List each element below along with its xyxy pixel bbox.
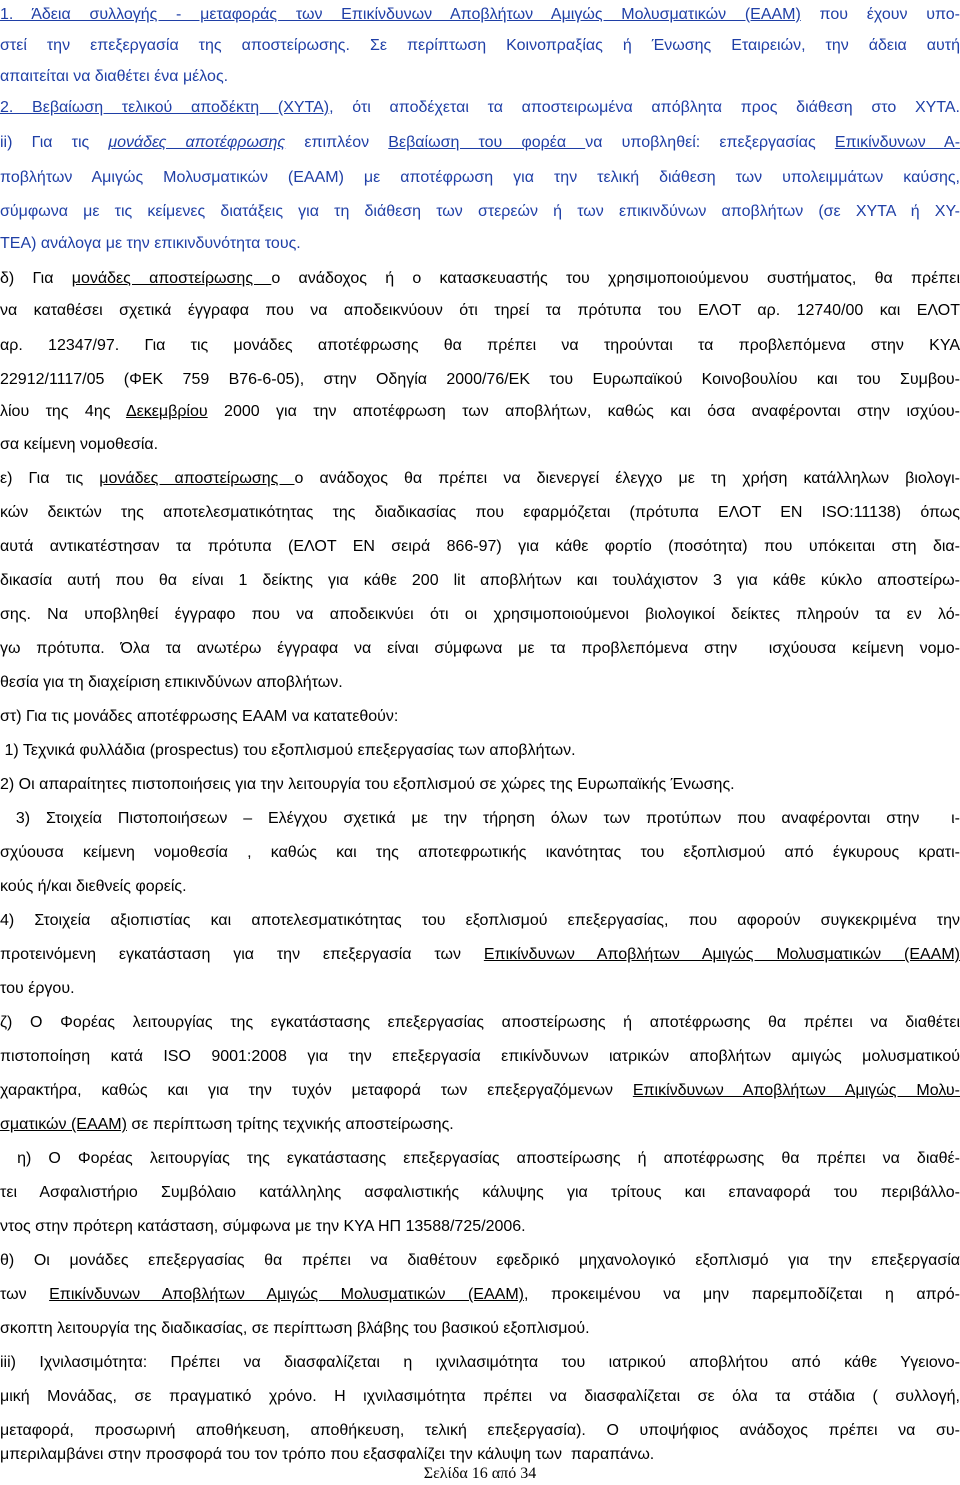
text-segment: δικασία αυτή που θα είναι 1 δείκτης για κάθε 200 lit αποβλήτων και τουλάχιστον 3 για κάθε κύκλο αποστείρω- (0, 572, 960, 589)
text-segment: θεσία για τη διαχείριση επικινδύνων αποβλήτων. (0, 674, 343, 691)
doc-line (0, 0, 960, 30)
text-segment: ΤΕΑ) ανάλογα με την επικινδυνότητα τους. (0, 235, 301, 252)
doc-line (0, 1042, 960, 1072)
text-segment: του έργου. (0, 980, 75, 997)
text-segment: επιπλέον (285, 134, 389, 151)
text-segment: 2) Οι απαραίτητες πιστοποιήσεις για την λειτουργία του εξοπλισμού σε χώρες της Ευρωπαϊκής Ένωσης. (0, 776, 735, 793)
doc-line (0, 668, 960, 698)
doc-line (0, 906, 960, 936)
underlined-text: σματικών (ΕΑΑΜ) (0, 1116, 127, 1133)
doc-line (0, 397, 960, 427)
text-segment: , ότι αποδέχεται τα αποστειρωμένα απόβλητα προς διάθεση στο ΧΥΤΑ. (329, 99, 960, 116)
text-segment: γω πρότυπα. Όλα τα ανωτέρω έγγραφα να είναι σύμφωνα με τα προβλεπόμενα στην ισχύουσα κείμενη νομο- (0, 640, 960, 657)
text-segment: ε) Για τις (0, 470, 100, 487)
text-segment: 22912/1117/05 (ΦΕΚ 759 Β76-6-05), στην Οδηγία 2000/76/ΕΚ του Ευρωπαϊκού Κοινοβουλίου και του Συμβου- (0, 371, 960, 388)
text-segment: ο ανάδοχος ή ο κατασκευαστής του χρησιμοποιούμενου συστήματος, θα πρέπει (271, 270, 960, 287)
doc-line (0, 498, 960, 528)
text-segment: Για τις μονάδες αποτέφρωσης θα πρέπει να τηρούνται τα προβλεπόμενα στην ΚΥΑ (119, 337, 960, 354)
doc-line (0, 62, 960, 92)
text-segment: , προκειμένου να μην παρεμποδίζεται η απρό- (523, 1286, 960, 1303)
text-segment: σύμφωνα με τις κείμενες διατάξεις για τη διάθεση των στερεών ή των επικινδύνων αποβλήτων (σε ΧΥΤΑ ή ΧΥ- (0, 203, 960, 220)
text-segment: ο ανάδοχος θα πρέπει να διενεργεί έλεγχο με τη χρήση κατάλληλων βιολογι- (294, 470, 960, 487)
text-segment: με αποτέφρωση για την τελική διάθεση των υπολειμμάτων καύσης, (343, 169, 960, 186)
text-segment: αρ. 12347/97. (0, 337, 120, 354)
doc-line (0, 974, 960, 1004)
text-segment: 1) Τεχνικά φυλλάδια (prospectus) του εξοπλισμού επεξεργασίας των αποβλήτων. (0, 742, 576, 759)
text-segment: μική Μονάδας, σε πραγματικό χρόνο. Η ιχνιλασιμότητα πρέπει να διασφαλίζεται σε όλα τα στάδια ( συλλογή, (0, 1388, 960, 1405)
doc-line (0, 1382, 960, 1412)
doc-line (0, 229, 960, 259)
text-segment: iii) Ιχνιλασιμότητα: Πρέπει να διασφαλίζεται η ιχνιλασιμότητα του ιατρικού αποβλήτου από κάθε Υγειονο- (0, 1354, 960, 1371)
text-segment: σε περίπτωση τρίτης τεχνικής αποστείρωσης. (126, 1116, 454, 1133)
text-segment: δ) Για (0, 270, 72, 287)
text-segment: προτεινόμενη εγκατάσταση για την επεξεργασία των (0, 946, 484, 963)
doc-line (0, 1348, 960, 1378)
doc-line (0, 600, 960, 630)
doc-line (0, 1246, 960, 1276)
text-segment: των (0, 1286, 50, 1303)
text-segment: στ) Για τις μονάδες αποτέφρωσης ΕΑΑΜ να κατατεθούν: (0, 708, 399, 725)
doc-line (0, 197, 960, 227)
doc-line (0, 128, 960, 158)
text-segment: μεταφορά, προσωρινή αποθήκευση, αποθήκευση, τελική επεξεργασία). Ο υποψήφιος ανάδοχος πρέπει να συ- (0, 1422, 960, 1439)
text-segment: σχύουσα κείμενη νομοθεσία , καθώς και της αποτεφρωτικής ικανότητας του εξοπλισμού από έγκυρους κρατι- (0, 844, 960, 861)
text-segment: πιστοποίηση κατά ISO 9001:2008 για την επεξεργασία επικίνδυνων ιατρικών αποβλήτων αμιγώς μολυσματικού (0, 1048, 960, 1065)
text-segment: 4) Στοιχεία αξιοπιστίας και αποτελεσματικότητας του εξοπλισμού επεξεργασίας, που αφορούν συγκεκριμένα την (0, 912, 960, 929)
doc-line (0, 804, 960, 834)
text-segment: ποβλήτων Αμιγώς Μολυσματικών (ΕΑΑΜ) (0, 169, 344, 186)
doc-line (0, 940, 960, 970)
text-segment: τει Ασφαλιστήριο Συμβόλαιο κατάλληλης ασφαλιστικής κάλυψης για τρίτους και επαναφορά του περιβάλλο- (0, 1184, 960, 1201)
underlined-text: Βεβαίωση του φορέα (388, 134, 586, 151)
doc-line (0, 532, 960, 562)
doc-line (0, 464, 960, 494)
underlined-text: μονάδες αποστείρωσης (99, 470, 295, 487)
doc-line (0, 1212, 960, 1242)
heading-text: 1. Άδεια συλλογής - μεταφοράς των Επικίνδυνων Αποβλήτων Αμιγώς Μολυσματικών (ΕΑΑΜ) (0, 6, 801, 23)
doc-line (0, 31, 960, 61)
underlined-text: Επικίνδυνων Αποβλήτων Αμιγώς Μολυσματικών (ΕΑΑΜ) (483, 946, 960, 963)
underlined-text: Επικίνδυνων Α- (834, 134, 960, 151)
text-segment: 2000 για την αποτέφρωση των αποβλήτων, καθώς και όσα αναφέρονται στην ισχύου- (207, 403, 960, 420)
doc-line (0, 93, 960, 123)
underlined-text: Επικίνδυνων Αποβλήτων Αμιγώς Μολυσματικών (ΕΑΑΜ) (49, 1286, 524, 1303)
underlined-text: Δεκεμβρίου (125, 403, 208, 420)
text-segment: να καταθέσει σχετικά έγγραφα που να αποδεικνύουν ότι τηρεί τα πρότυπα του ΕΛΟΤ αρ. 12740/00 και ΕΛΟΤ (0, 302, 960, 319)
doc-line (0, 1008, 960, 1038)
doc-line (0, 566, 960, 596)
doc-line (0, 1144, 960, 1174)
doc-line (0, 1314, 960, 1344)
page-footer: Σελίδα 16 από 34 (423, 1465, 537, 1482)
text-segment: λίου της 4ης (0, 403, 126, 420)
underlined-text: Επικίνδυνων Αποβλήτων Αμιγώς Μολυ- (632, 1082, 960, 1099)
doc-line (0, 838, 960, 868)
text-segment: απαιτείται να διαθέτει ένα μέλος. (0, 68, 229, 85)
text-segment: σης. Να υποβληθεί έγγραφο που να αποδεικνύει ότι οι χρησιμοποιούμενοι βιολογικοί δείκτες πληρούν τα εν λό- (0, 606, 960, 623)
doc-line (0, 296, 960, 326)
doc-line (0, 1178, 960, 1208)
text-segment: η) Ο Φορέας λειτουργίας της εγκατάστασης επεξεργασίας αποστείρωσης ή αποτέφρωσης θα πρέπει να διαθέ- (0, 1150, 960, 1167)
doc-line (0, 430, 960, 460)
text-segment: στεί την επεξεργασία της αποστείρωσης. Σε περίπτωση Κοινοπραξίας ή Ένωσης Εταιρειών, την άδεια αυτή (0, 37, 960, 54)
underlined-text: μονάδες αποστείρωσης (71, 270, 272, 287)
text-segment: ζ) Ο Φορέας λειτουργίας της εγκατάστασης επεξεργασίας αποστείρωσης ή αποτέφρωσης θα πρέπει να διαθέτει (0, 1014, 960, 1031)
doc-line (0, 264, 960, 294)
doc-line (0, 1280, 960, 1310)
text-segment: ντος στην πρότερη κατάσταση, σύμφωνα με την ΚΥΑ ΗΠ 13588/725/2006. (0, 1218, 526, 1235)
doc-line (0, 634, 960, 664)
doc-line (0, 331, 960, 361)
doc-line (0, 365, 960, 395)
text-segment: χαρακτήρα, καθώς και για την τυχόν μεταφορά των επεξεργαζόμενων (0, 1082, 633, 1099)
doc-line (0, 1076, 960, 1106)
doc-line (0, 163, 960, 193)
text-segment: σα κείμενη νομοθεσία. (0, 436, 159, 453)
text-segment: θ) Οι μονάδες επεξεργασίας θα πρέπει να διαθέτουν εφεδρικό μηχανολογικό εξοπλισμό για την επεξεργασία (0, 1252, 960, 1269)
text-segment: 3) Στοιχεία Πιστοποιήσεων – Ελέγχου σχετικά με την τήρηση όλων των προτύπων που αναφέρονται στην ι- (0, 810, 960, 827)
text-segment: που έχουν υπο- (800, 6, 960, 23)
doc-line (0, 770, 960, 800)
doc-line (0, 702, 960, 732)
text-segment: να υποβληθεί: επεξεργασίας (585, 134, 835, 151)
doc-line (0, 872, 960, 902)
heading-text: 2. Βεβαίωση τελικού αποδέκτη (ΧΥΤΑ) (0, 99, 330, 116)
text-segment: μπεριλαμβάνει στην προσφορά του τον τρόπο που εξασφαλίζει την κάλυψη των παραπάνω. (0, 1446, 655, 1463)
text-segment: κούς ή/και διεθνείς φορείς. (0, 878, 187, 895)
doc-line (0, 736, 960, 766)
text-segment: αυτά αντικατέστησαν τα πρότυπα (ΕΛΟΤ ΕΝ σειρά 866-97) για κάθε φορτίο (ποσότητα) που υπόκειται στη δια- (0, 538, 960, 555)
doc-line (0, 1110, 960, 1140)
text-segment: σκοπτη λειτουργία της διαδικασίας, σε περίπτωση βλάβης του βασικού εξοπλισμού. (0, 1320, 590, 1337)
underlined-text: μονάδες αποτέφρωσης (108, 134, 286, 151)
text-segment: ii) Για τις (0, 134, 109, 151)
text-segment: κών δεικτών της αποτελεσματικότητας της διαδικασίας που εφαρμόζεται (πρότυπα ΕΛΟΤ ΕΝ ISO:11138) όπως (0, 504, 960, 521)
